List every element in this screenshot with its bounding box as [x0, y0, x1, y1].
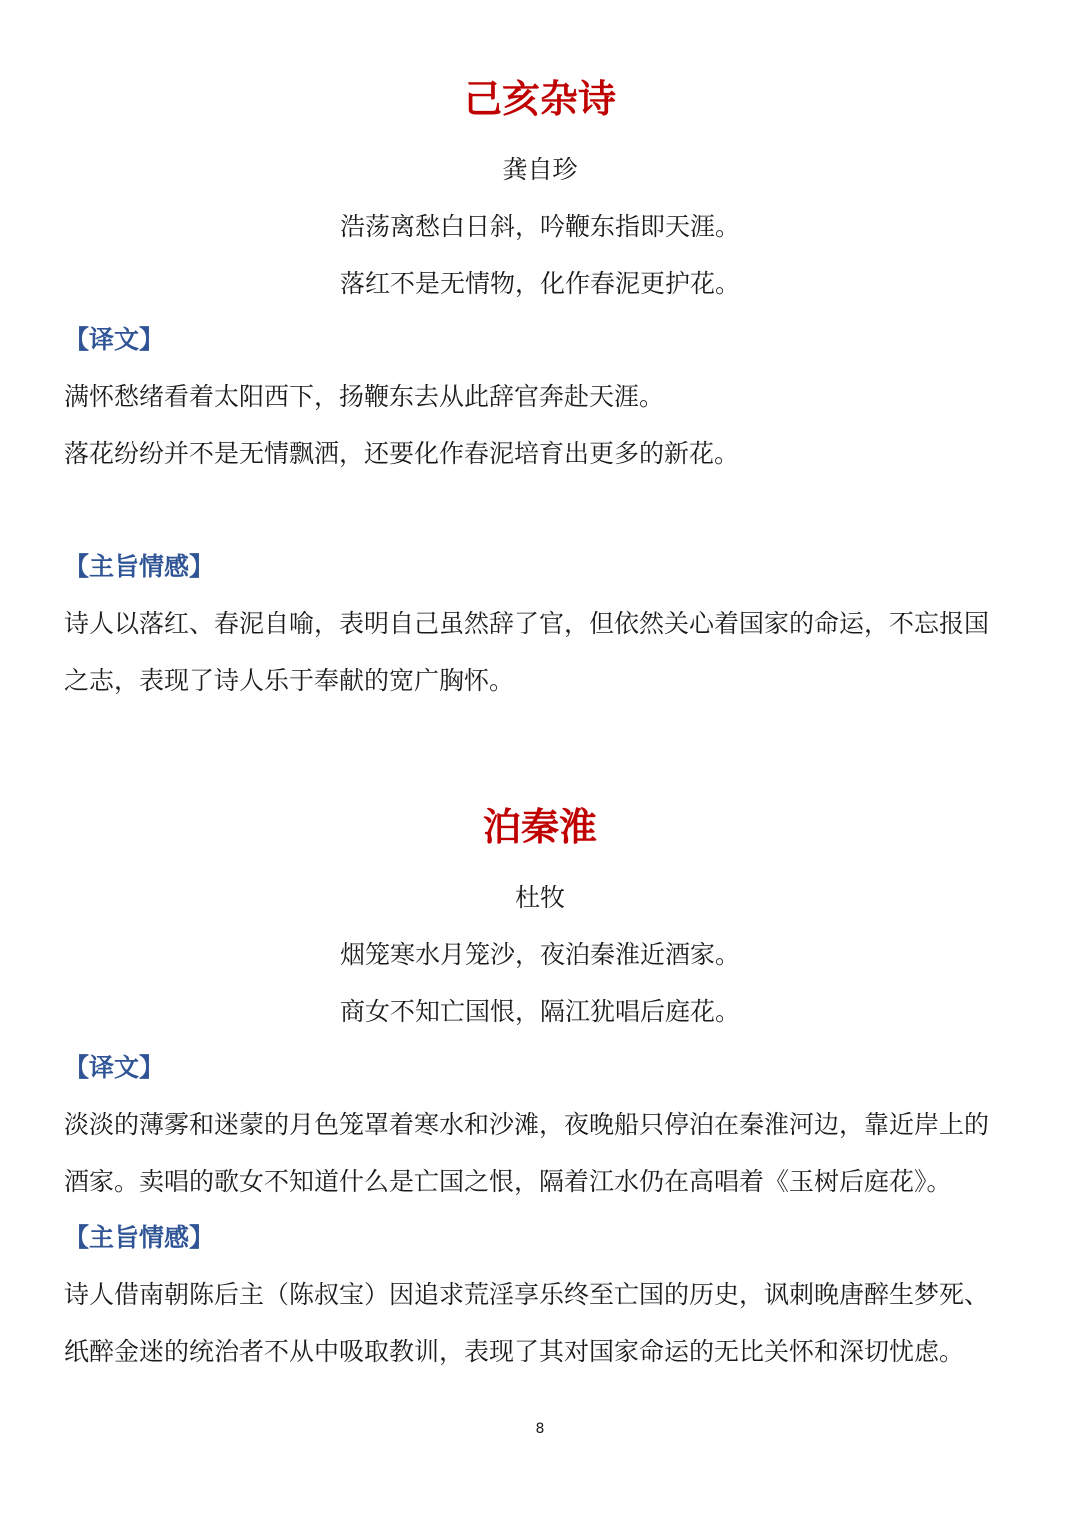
poem-title: 己亥杂诗 — [463, 77, 616, 121]
theme-text: 纸醉金迷的统治者不从中吸取教训，表现了其对国家命运的无比关怀和深切忧虑。 — [64, 1337, 965, 1366]
poem-author: 龚自珍 — [502, 155, 578, 184]
theme-text: 诗人以落红、春泥自喻，表明自己虽然辞了官，但依然关心着国家的命运，不忘报国 — [64, 609, 990, 638]
poem-title: 泊秦淮 — [482, 805, 597, 849]
theme-heading: 【主旨情感】 — [64, 1223, 215, 1252]
poem-line: 烟笼寒水月笼沙，夜泊秦淮近酒家。 — [339, 940, 740, 969]
page-number: 8 — [535, 1421, 545, 1437]
translation-heading: 【译文】 — [64, 325, 165, 354]
poem-line: 商女不知亡国恨，隔江犹唱后庭花。 — [339, 997, 740, 1026]
poem-author: 杜牧 — [514, 883, 565, 912]
translation-text: 满怀愁绪看着太阳西下，扬鞭东去从此辞官奔赴天涯。 — [64, 382, 665, 411]
poem-line: 浩荡离愁白日斜，吟鞭东指即天涯。 — [339, 212, 740, 241]
translation-text: 落花纷纷并不是无情飘洒，还要化作春泥培育出更多的新花。 — [64, 439, 740, 468]
theme-text: 之志，表现了诗人乐于奉献的宽广胸怀。 — [64, 666, 515, 695]
theme-heading: 【主旨情感】 — [64, 552, 215, 581]
translation-heading: 【译文】 — [64, 1053, 165, 1082]
translation-text: 淡淡的薄雾和迷蒙的月色笼罩着寒水和沙滩，夜晚船只停泊在秦淮河边，靠近岸上的 — [64, 1110, 990, 1139]
poem-line: 落红不是无情物，化作春泥更护花。 — [339, 269, 740, 298]
translation-text: 酒家。卖唱的歌女不知道什么是亡国之恨，隔着江水仍在高唱着《玉树后庭花》。 — [64, 1167, 952, 1196]
theme-text: 诗人借南朝陈后主（陈叔宝）因追求荒淫享乐终至亡国的历史，讽刺晚唐醉生梦死、 — [64, 1280, 990, 1309]
